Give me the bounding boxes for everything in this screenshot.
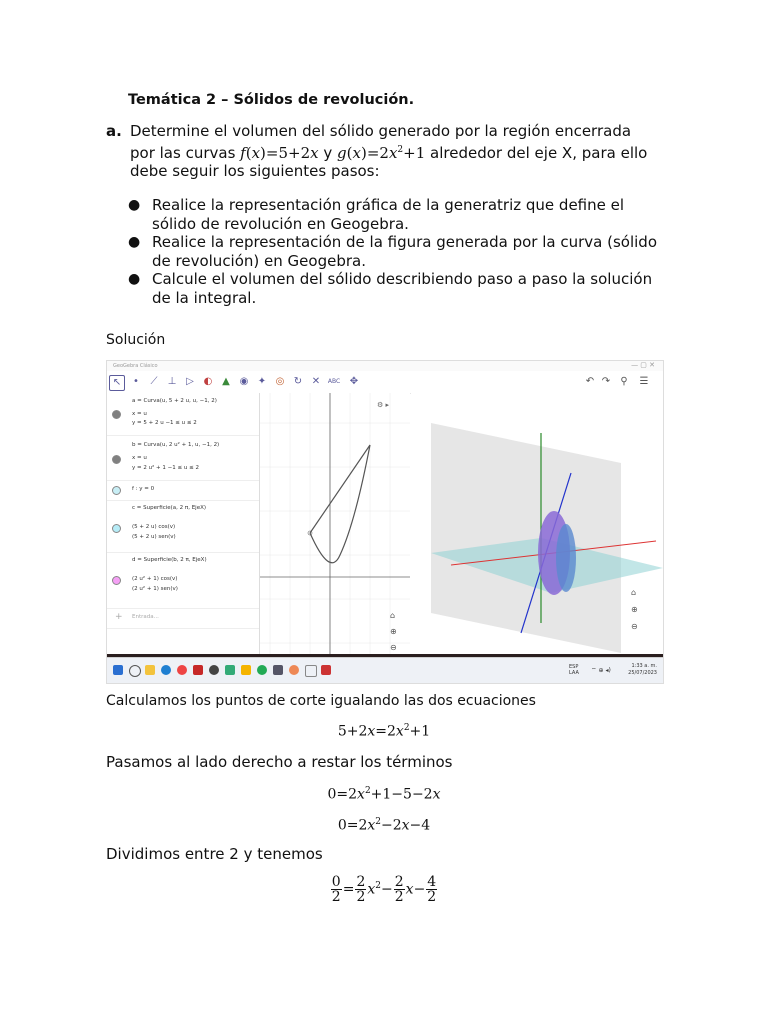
- home-icon-3d[interactable]: ⌂: [631, 588, 637, 597]
- visibility-toggle[interactable]: [112, 410, 121, 419]
- graph-3d-canvas: [411, 393, 663, 655]
- app-icon[interactable]: [321, 665, 331, 675]
- circle-tool-icon[interactable]: ◐: [203, 376, 213, 387]
- point-tool-icon[interactable]: •: [133, 376, 139, 387]
- solution-heading: Solución: [106, 332, 166, 348]
- equation-3: $0=2x^2-2x-4$: [337, 817, 431, 834]
- windows-taskbar: [107, 657, 663, 684]
- app-icon[interactable]: [305, 665, 317, 677]
- question-line-3: debe seguir los siguientes pasos:: [130, 162, 380, 180]
- equation-1: $5+2x=2x^2+1$: [337, 723, 431, 740]
- algebra-view: [107, 393, 260, 655]
- visibility-toggle[interactable]: [112, 524, 121, 533]
- app-icon[interactable]: [145, 665, 155, 675]
- language-indicator[interactable]: ESP LAA: [569, 664, 579, 676]
- polygon-tool-icon[interactable]: ▷: [186, 376, 194, 387]
- app-icon[interactable]: [193, 665, 203, 675]
- zoom-out-icon-3d[interactable]: ⊖: [631, 622, 638, 631]
- app-icon[interactable]: [289, 665, 299, 675]
- question-text: [130, 122, 660, 181]
- app-icon[interactable]: [225, 665, 235, 675]
- geogebra-screenshot: [106, 360, 664, 684]
- search-icon[interactable]: ⚲: [620, 376, 628, 387]
- question-line-1: Determine el volumen del sólido generado por la región encerrada: [130, 122, 632, 140]
- section-title: Temática 2 – Sólidos de revolución.: [128, 92, 415, 108]
- style-bar-icons[interactable]: ⚙ ▸: [377, 401, 390, 409]
- browser-icon[interactable]: [161, 665, 171, 675]
- menu-icon[interactable]: ☰: [639, 376, 649, 387]
- algebra-row[interactable]: d = Superficie(b, 2 π, EjeX) (2 u² + 1) cos(v) (2 u² + 1) sen(v): [107, 552, 259, 609]
- zoom-out-icon[interactable]: ⊖: [390, 643, 397, 652]
- graphics-view-2d[interactable]: [260, 393, 410, 655]
- bullet-icon: ●: [128, 197, 141, 213]
- step-3-text: Dividimos entre 2 y tenemos: [106, 845, 323, 863]
- zoom-in-icon[interactable]: ⊕: [390, 627, 397, 636]
- algebra-row[interactable]: c = Superficie(a, 2 π, EjeX) (5 + 2 u) cos(v) (5 + 2 u) sen(v): [107, 500, 259, 553]
- question-line-2: por las curvas f(x)=5+2x y $g(x)=2x^2+1$ alrededor del eje X, para ello: [130, 143, 648, 162]
- undo-icon[interactable]: ↶: [585, 376, 595, 387]
- graph-2d-canvas: [260, 393, 410, 655]
- app-icon[interactable]: [209, 665, 219, 675]
- app-icon[interactable]: [273, 665, 283, 675]
- equation-2: $0=2x^2+1-5-2x$: [327, 786, 441, 803]
- equation-4: $\frac{0}{2}$ = $\frac{2}{2}$ $x^2-$ $\frac{2}{2}$ x− $\frac{4}{2}$: [331, 874, 437, 905]
- zoom-in-icon-3d[interactable]: ⊕: [631, 605, 638, 614]
- steps-list: [126, 196, 666, 307]
- list-item: ● Calcule el volumen del sólido describiendo paso a paso la solución de la integral.: [128, 270, 653, 307]
- text-tool-icon[interactable]: ABC: [327, 378, 341, 385]
- question-label: a.: [106, 122, 122, 140]
- move-tool-icon[interactable]: ↖: [109, 375, 125, 391]
- bullet-icon: ●: [128, 271, 141, 287]
- list-item: ● Realice la representación gráfica de la generatriz que define el sólido de revolución en Geogebra.: [128, 196, 625, 233]
- window-titlebar: GeoGebra Clásico — ▢ ✕: [107, 361, 663, 371]
- redo-icon[interactable]: ↷: [601, 376, 611, 387]
- pyramid-tool-icon[interactable]: ▲: [222, 376, 230, 387]
- home-icon[interactable]: ⌂: [390, 611, 396, 620]
- app-icon[interactable]: [257, 665, 267, 675]
- step-1-text: Calculamos los puntos de corte igualando las dos ecuaciones: [106, 693, 536, 709]
- bullet-icon: ●: [128, 234, 141, 250]
- list-item: ● Realice la representación de la figura generada por la curva (sólido de revolución) en Geogebra.: [128, 233, 657, 270]
- tray-icons[interactable]: ⌔ ⊕ ◂): [591, 667, 611, 674]
- folder-icon[interactable]: [241, 665, 251, 675]
- visibility-toggle[interactable]: [112, 455, 121, 464]
- algebra-row[interactable]: f : y = 0: [107, 480, 259, 501]
- algebra-row[interactable]: a = Curva(u, 5 + 2 u, u, −1, 2) x = u y = 5 + 2 u −1 ≤ u ≤ 2: [107, 393, 259, 436]
- perpendicular-tool-icon[interactable]: ⊥: [167, 376, 177, 387]
- visibility-toggle[interactable]: [112, 576, 121, 585]
- search-icon[interactable]: [129, 665, 141, 677]
- add-icon[interactable]: +: [115, 612, 123, 622]
- line-tool-icon[interactable]: ⟋: [150, 376, 158, 387]
- move-view-tool-icon[interactable]: ✥: [349, 376, 359, 387]
- geogebra-toolbar: [107, 371, 663, 394]
- input-bar[interactable]: + Entrada...: [107, 608, 259, 629]
- view-tool-icon[interactable]: ◉: [239, 376, 249, 387]
- visibility-toggle[interactable]: [112, 486, 121, 495]
- sphere-tool-icon[interactable]: ◎: [275, 376, 285, 387]
- rotate-tool-icon[interactable]: ↻: [293, 376, 303, 387]
- reflect-tool-icon[interactable]: ✦: [257, 376, 267, 387]
- step-2-text: Pasamos al lado derecho a restar los términos: [106, 753, 453, 771]
- graphics-view-3d[interactable]: [411, 393, 663, 655]
- intersect-tool-icon[interactable]: ✕: [311, 376, 321, 387]
- chrome-icon[interactable]: [177, 665, 187, 675]
- clock[interactable]: 1:33 a. m. 25/07/2023: [628, 663, 657, 676]
- algebra-row[interactable]: b = Curva(u, 2 u² + 1, u, −1, 2) x = u y = 2 u² + 1 −1 ≤ u ≤ 2: [107, 435, 259, 481]
- start-icon[interactable]: [113, 665, 123, 675]
